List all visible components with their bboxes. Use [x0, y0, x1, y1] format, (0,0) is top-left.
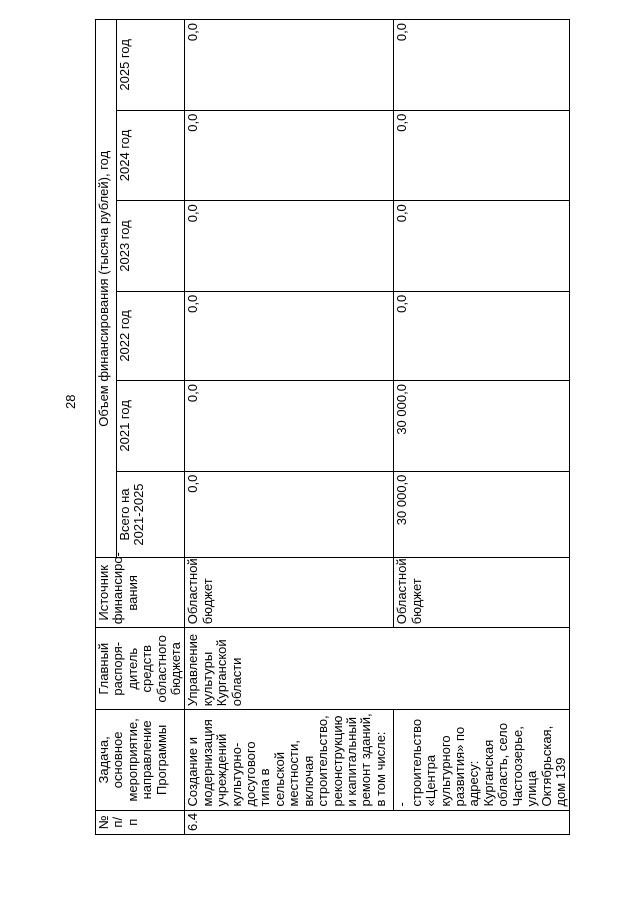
row-2022: 0,0 — [185, 291, 394, 380]
header-2021: 2021 год — [117, 381, 185, 472]
row-2021: 0,0 — [185, 381, 394, 472]
row-2022: 0,0 — [394, 291, 570, 380]
row-total: 0,0 — [185, 471, 394, 558]
header-volume-group: Объем финансирования (тысяча рублей), год — [96, 20, 117, 558]
header-2025: 2025 год — [117, 20, 185, 111]
table-row — [394, 20, 570, 835]
row-task: Создание и модернизация учреждений культурно-досугового типа в сельской местности, включая строительство, реконструкцию и капитальный ремонт зданий, в том числе: — [185, 710, 394, 810]
row-task: - строительство «Центра культурного развития» по адресу: Курганская область, село Частоозерье, улица Октябрьская, дом 139 — [394, 710, 570, 810]
header-num: № п/п — [96, 810, 185, 834]
header-manager: Главный распоря-дитель средств областного бюджета — [96, 628, 185, 710]
table-row — [185, 20, 394, 835]
page-number: 28 — [63, 394, 78, 409]
header-2024: 2024 год — [117, 110, 185, 201]
row-2025: 0,0 — [394, 20, 570, 111]
financing-table — [95, 19, 568, 835]
header-2022: 2022 год — [117, 291, 185, 380]
row-source: Областной бюджет — [394, 558, 570, 628]
row-2023: 0,0 — [394, 201, 570, 292]
row-2023: 0,0 — [185, 201, 394, 292]
row-2025: 0,0 — [185, 20, 394, 111]
row-2024: 0,0 — [394, 110, 570, 201]
row-num: 6.4 — [185, 810, 570, 834]
row-2024: 0,0 — [185, 110, 394, 201]
row-total: 30 000,0 — [394, 471, 570, 558]
row-manager: Управление культуры Курганской области — [185, 628, 570, 710]
row-source: Областной бюджет — [185, 558, 394, 628]
header-task: Задача, основное мероприятие, направление Программы — [96, 710, 185, 810]
header-total: Всего на 2021-2025 — [117, 471, 185, 558]
row-2021: 30 000,0 — [394, 381, 570, 472]
header-source: Источник финансиро-вания — [96, 558, 185, 628]
header-2023: 2023 год — [117, 201, 185, 292]
header-row-top — [96, 20, 117, 835]
